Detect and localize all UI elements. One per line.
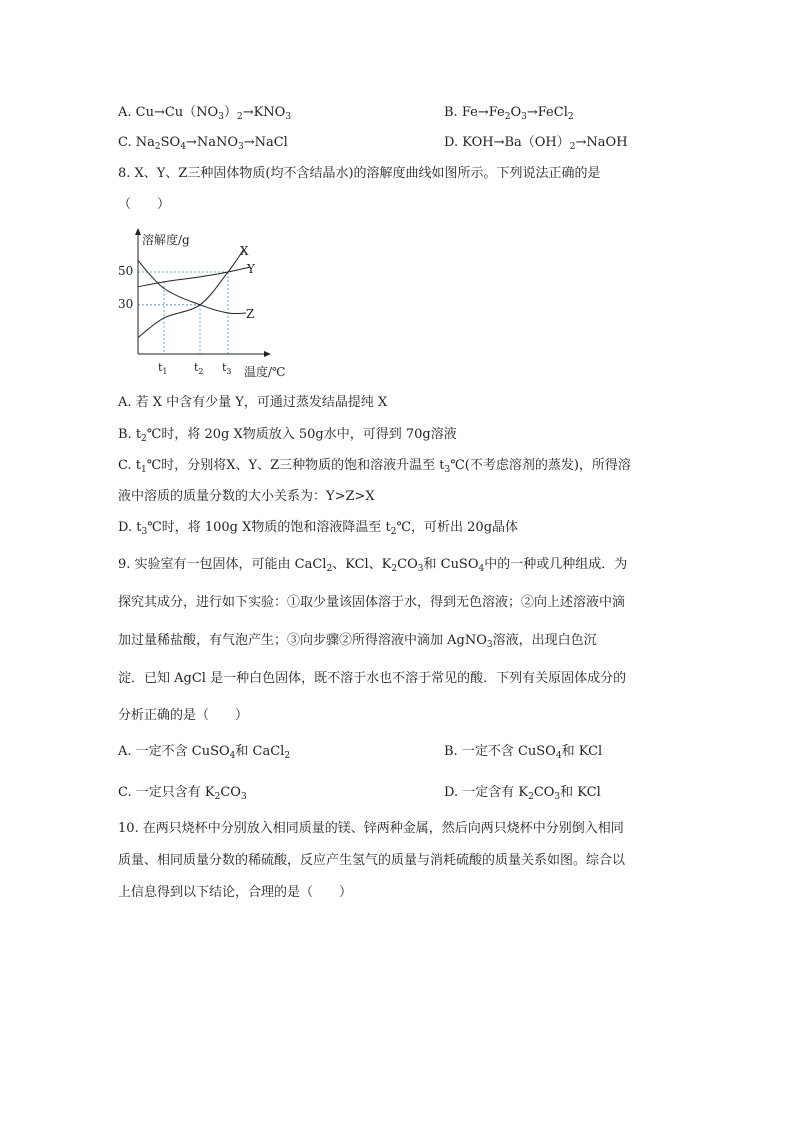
q9-line3: 加过量稀盐酸，有气泡产生；③向步骤②所得溶液中滴加 AgNO$_3$溶液，出现白色沉 <box>118 633 597 650</box>
y-tick-50: 50 <box>118 264 134 278</box>
q8-answer-paren: （ ） <box>118 197 171 212</box>
series-label-z: Z <box>246 307 255 321</box>
q9-option-b: B. 一定不含 CuSO$_4$和 KCl <box>444 744 603 761</box>
y-tick-30: 30 <box>118 297 134 311</box>
q7-option-b: B. $Fe\to Fe_2O_3\to FeCl_2$ <box>444 105 574 122</box>
q9-line1: 9. 实验室有一包固体，可能由 CaCl$_2$、KCl、$K_2CO_3$和 CuSO$_4$中的一种或几种组成．为 <box>118 557 628 574</box>
x-tick-t1: $t_1$ <box>158 361 168 376</box>
q9-line4: 淀．已知 AgCl 是一种白色固体，既不溶于水也不溶于常见的酸．下列有关原固体成分的 <box>118 671 627 686</box>
x-tick-t2: $t_2$ <box>194 361 204 376</box>
q7-option-a: A. $Cu\to Cu(NO_3)_2\to KNO_3$ <box>118 105 292 122</box>
q9-option-d: D. 一定含有 $K_2CO_3$和 KCl <box>444 785 601 802</box>
series-label-x: X <box>240 244 249 258</box>
solubility-chart <box>116 226 306 386</box>
x-axis-arrow <box>264 351 271 357</box>
q9-option-c: C. 一定只含有 $K_2CO_3$ <box>118 785 247 802</box>
series-label-y: Y <box>247 262 255 276</box>
q9-line5: 分析正确的是（ ） <box>118 708 249 723</box>
q9-line2: 探究其成分，进行如下实验：①取少量该固体溶于水，得到无色溶液；②向上述溶液中滴 <box>118 595 626 610</box>
q8-option-c-line2: 液中溶质的质量分数的大小关系为：Y>Z>X <box>118 489 375 504</box>
x-tick-t3: $t_3$ <box>222 361 232 376</box>
y-axis-label: 溶解度/g <box>142 233 190 247</box>
y-axis-arrow <box>135 228 141 235</box>
q7-option-d: D. $KOH\to Ba(OH)_2\to NaOH$ <box>444 135 628 152</box>
curve-z <box>138 261 246 314</box>
q8-option-b: B. $t_2℃$时，将 20g X物质放入 50g水中，可得到 70g溶液 <box>118 427 457 444</box>
q8-option-a: A. 若 X 中含有少量 Y，可通过蒸发结晶提纯 X <box>118 395 388 410</box>
q10-line2: 质量、相同质量分数的稀硫酸，反应产生氢气的质量与消耗硫酸的质量关系如图。综合以 <box>118 853 626 868</box>
q10-line1: 10. 在两只烧杯中分别放入相同质量的镁、锌两种金属，然后向两只烧杯中分别倒入相同 <box>118 821 624 836</box>
curve-y <box>138 267 250 287</box>
q7-option-c: C. $Na_2SO_4\to NaNO_3\to NaCl$ <box>118 135 288 152</box>
x-axis-label: 温度/℃ <box>244 365 286 379</box>
q8-option-d: D. $t_3℃$时，将 100g X物质的饱和溶液降温至 $t_2℃$，可析出 20g晶体 <box>118 520 519 537</box>
q8-option-c-line1: C. $t_1℃$时，分别将X、Y、Z三种物质的饱和溶液升温至 $t_3℃$(不考虑溶剂的蒸发)，所得溶 <box>118 458 631 475</box>
q8-stem: 8. X、Y、Z三种固体物质(均不含结晶水)的溶解度曲线如图所示。下列说法正确的是 <box>118 166 601 181</box>
q9-option-a: A. 一定不含 CuSO$_4$和 CaCl$_2$ <box>118 744 291 761</box>
q10-line3: 上信息得到以下结论，合理的是（ ） <box>118 885 353 900</box>
